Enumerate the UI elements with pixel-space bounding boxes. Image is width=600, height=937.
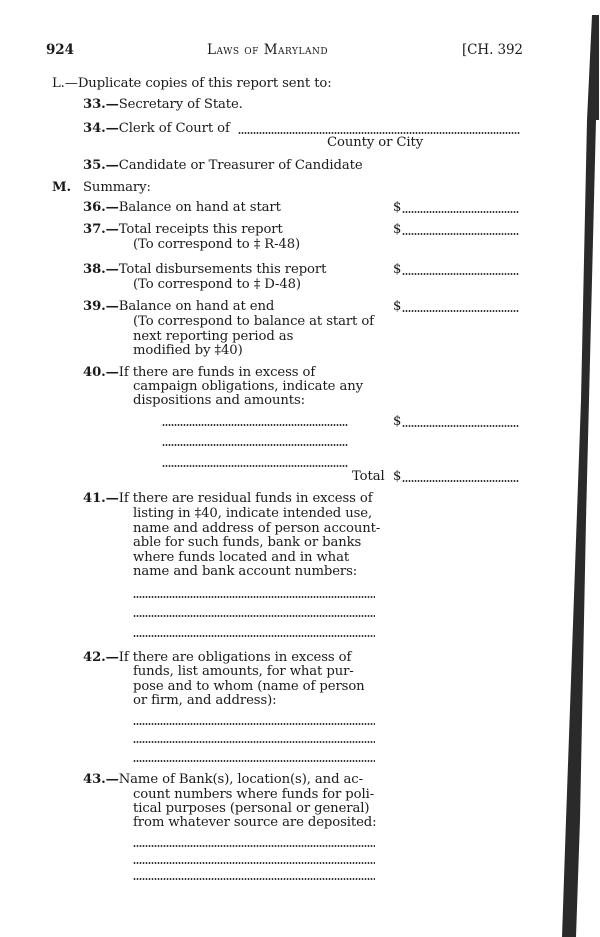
item-text-line: campaign obligations, indicate any (133, 379, 363, 394)
item-number: 36.— (83, 200, 119, 215)
disposition-total-field[interactable] (402, 480, 519, 482)
item-35 (83, 158, 363, 173)
balance-end-field[interactable] (402, 310, 519, 312)
residual-funds-field-1[interactable] (133, 596, 375, 598)
dollar-sign: $ (393, 299, 402, 314)
item-36 (83, 200, 281, 215)
disposition-field-1[interactable] (162, 424, 348, 426)
disposition-amount-field[interactable] (402, 425, 519, 427)
item-43 (83, 772, 363, 787)
obligations-field-3[interactable] (133, 760, 375, 762)
item-note-line: (To correspond to balance at start of (133, 314, 374, 329)
item-text: Clerk of Court of (118, 121, 230, 136)
item-text-line: where funds located and in what (133, 550, 350, 565)
item-number: 41.— (83, 491, 119, 506)
item-text-line: from whatever source are deposited: (133, 815, 377, 830)
item-39 (83, 299, 274, 314)
item-text-line: able for such funds, bank or banks (133, 535, 362, 550)
item-number: 40.— (83, 365, 119, 380)
total-disbursements-field[interactable] (402, 273, 519, 275)
item-text: If there are funds in excess of (118, 365, 316, 380)
item-note: (To correspond to ‡ R-48) (133, 237, 301, 252)
dollar-sign: $ (393, 200, 402, 215)
total-receipts-field[interactable] (402, 233, 519, 235)
item-text: Secretary of State. (118, 97, 243, 112)
balance-start-field[interactable] (402, 211, 519, 213)
item-text: Total disbursements this report (118, 262, 327, 277)
residual-funds-field-3[interactable] (133, 635, 375, 637)
item-note-line: next reporting period as (133, 329, 294, 344)
obligations-field-2[interactable] (133, 741, 375, 743)
bank-accounts-field-1[interactable] (133, 845, 375, 847)
item-text-line: tical purposes (personal or general) (133, 801, 370, 816)
section-l-heading: L.—Duplicate copies of this report sent to: (52, 76, 332, 91)
total-label: Total (352, 469, 385, 484)
item-number: 35.— (83, 158, 119, 173)
running-title: Laws of Maryland (207, 42, 329, 58)
item-note-line: modified by ‡40) (133, 343, 243, 358)
item-text: If there are obligations in excess of (118, 650, 352, 665)
item-text-line: name and bank account numbers: (133, 564, 358, 579)
item-41 (83, 491, 373, 506)
item-text-line: or firm, and address): (133, 693, 277, 708)
obligations-field-1[interactable] (133, 723, 375, 725)
section-m-letter: M. (52, 180, 71, 195)
item-33 (83, 97, 243, 112)
item-42 (83, 650, 351, 665)
residual-funds-field-2[interactable] (133, 615, 375, 617)
chapter-label: [CH. 392 (462, 42, 523, 58)
item-number: 34.— (83, 121, 119, 136)
item-text-line: name and address of person account- (133, 521, 381, 536)
item-number: 33.— (83, 97, 119, 112)
item-text: Candidate or Treasurer of Candidate (118, 158, 363, 173)
item-text: If there are residual funds in excess of (118, 491, 373, 506)
item-number: 43.— (83, 772, 119, 787)
item-text: Name of Bank(s), location(s), and ac- (118, 772, 363, 787)
item-37 (83, 222, 283, 237)
dollar-sign: $ (393, 414, 402, 429)
item-text-line: dispositions and amounts: (133, 393, 305, 408)
item-note: (To correspond to ‡ D-48) (133, 277, 301, 292)
item-number: 39.— (83, 299, 119, 314)
item-text: Balance on hand at end (118, 299, 275, 314)
item-number: 42.— (83, 650, 119, 665)
bank-accounts-field-3[interactable] (133, 878, 375, 880)
item-text: Total receipts this report (118, 222, 283, 237)
bank-accounts-field-2[interactable] (133, 862, 375, 864)
section-m-heading: Summary: (83, 180, 151, 195)
item-text: Balance on hand at start (118, 200, 281, 215)
item-38 (83, 262, 326, 277)
county-or-city-label: County or City (327, 135, 424, 150)
item-number: 38.— (83, 262, 119, 277)
item-34 (83, 121, 230, 136)
dollar-sign: $ (393, 222, 402, 237)
clerk-court-field[interactable] (238, 132, 520, 134)
item-text-line: funds, list amounts, for what pur- (133, 664, 354, 679)
item-40 (83, 365, 315, 380)
disposition-field-2[interactable] (162, 444, 348, 446)
item-text-line: listing in ‡40, indicate intended use, (133, 506, 373, 521)
item-number: 37.— (83, 222, 119, 237)
item-text-line: count numbers where funds for poli- (133, 787, 375, 802)
item-text-line: pose and to whom (name of person (133, 679, 365, 694)
dollar-sign: $ (393, 469, 402, 484)
page-number: 924 (46, 42, 74, 58)
dollar-sign: $ (393, 262, 402, 277)
disposition-field-3[interactable] (162, 465, 348, 467)
